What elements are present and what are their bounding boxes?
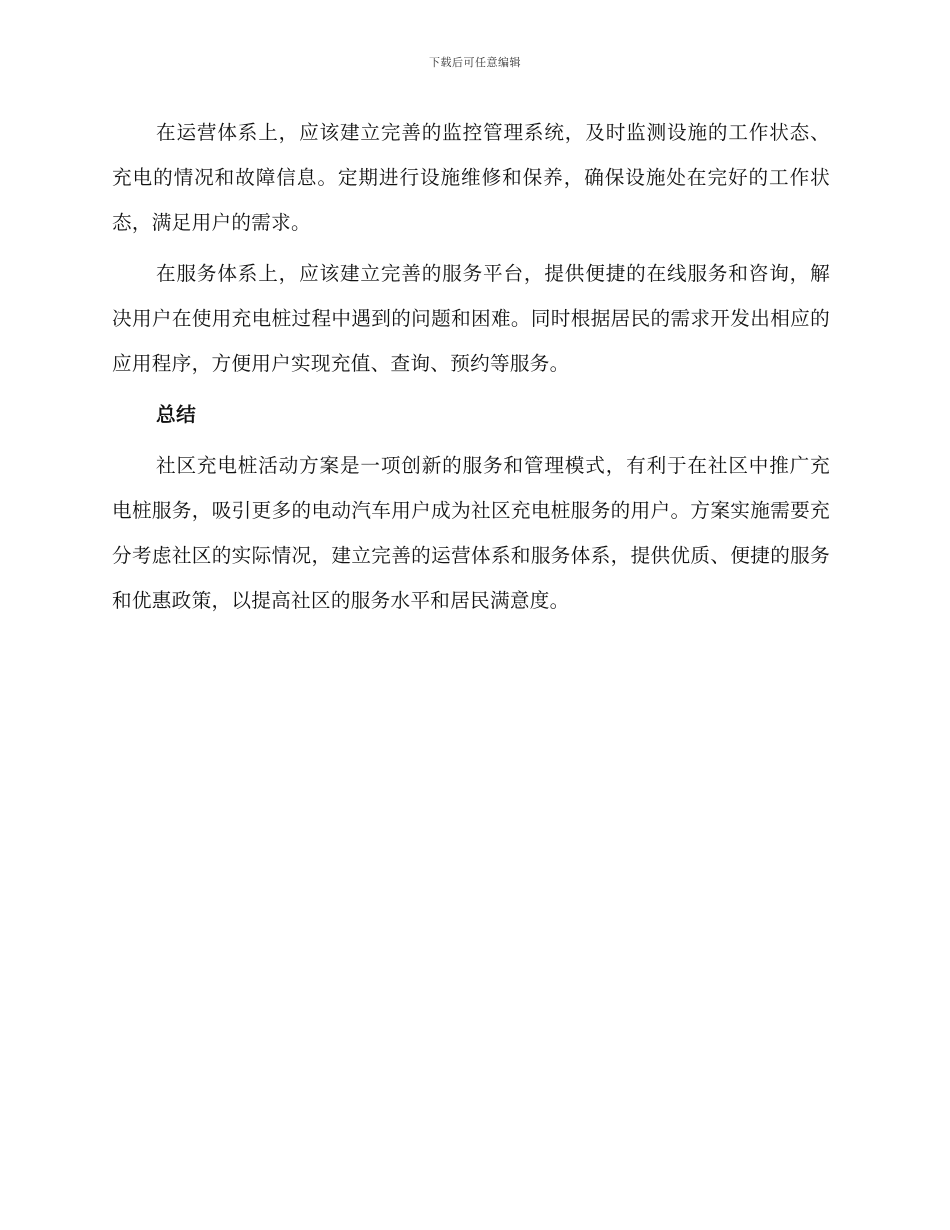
paragraph-summary: 社区充电桩活动方案是一项创新的服务和管理模式，有利于在社区中推广充电桩服务，吸引更多的电动汽车用户成为社区充电桩服务的用户。方案实施需要充分考虑社区的实际情况，建立完善的运营体系和服务体系，提供优质、便捷的服务和优惠政策，以提高社区的服务水平和居民满意度。 [112,454,830,612]
header-note: 下载后可任意编辑 [429,56,521,69]
summary-heading: 总结 [156,403,197,426]
paragraph-operations: 在运营体系上，应该建立完善的监控管理系统，及时监测设施的工作状态、充电的情况和故障信息。定期进行设施维修和保养，确保设施处在完好的工作状态，满足用户的需求。 [112,121,830,234]
paragraph-service: 在服务体系上，应该建立完善的服务平台，提供便捷的在线服务和咨询，解决用户在使用充电桩过程中遇到的问题和困难。同时根据居民的需求开发出相应的应用程序，方便用户实现充值、查询、预约等服务。 [112,262,830,375]
document-body [112,110,830,623]
